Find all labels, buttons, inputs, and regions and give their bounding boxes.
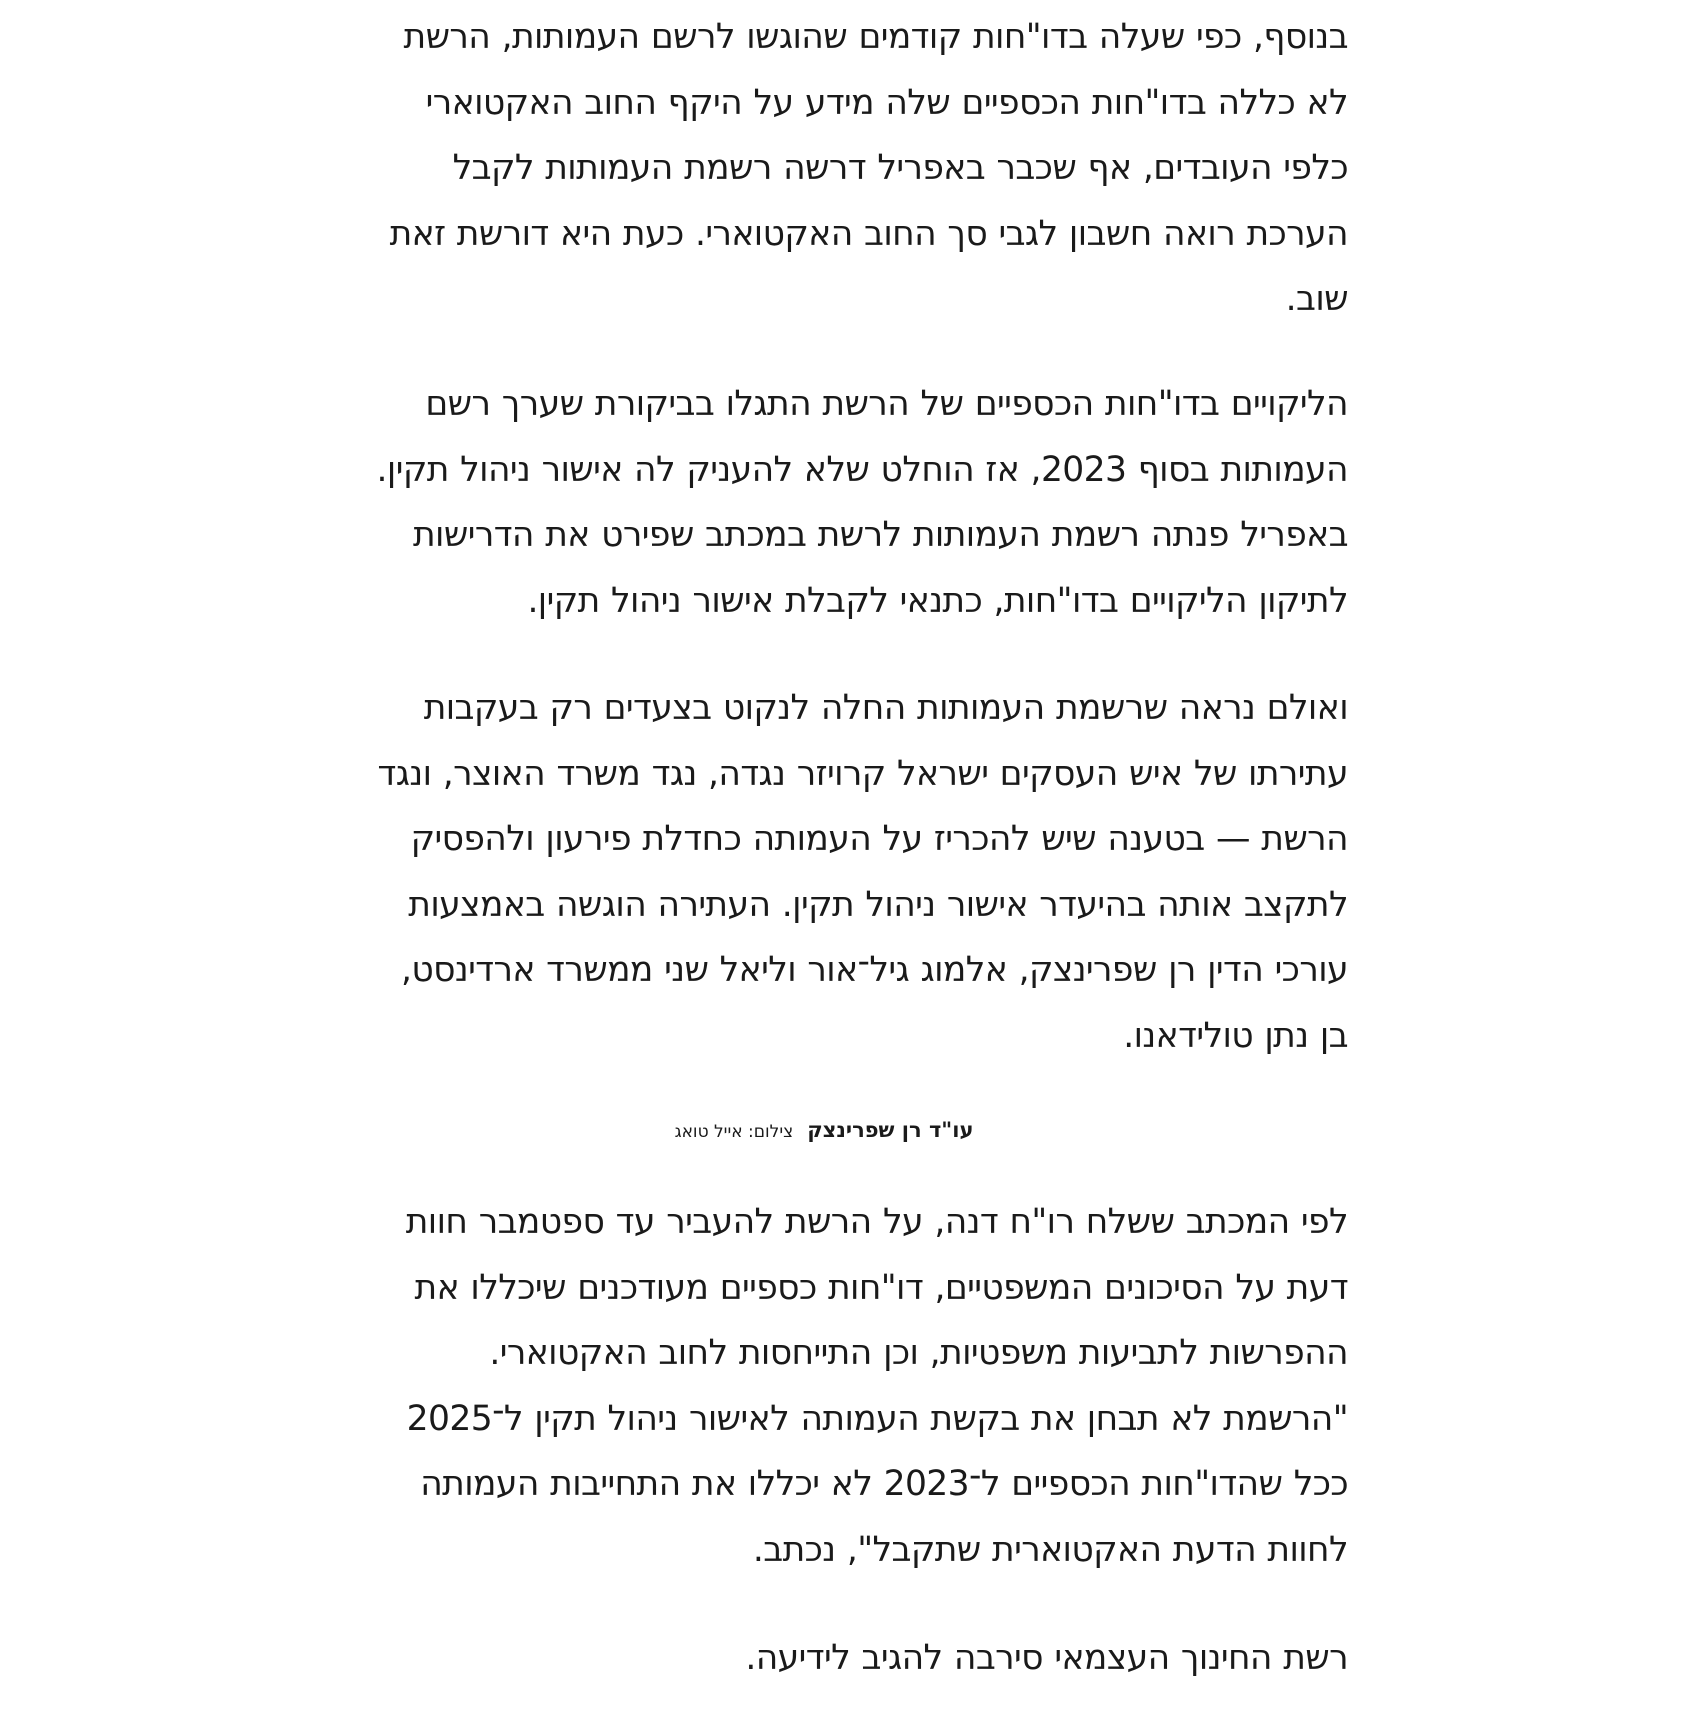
text-line: לחוות הדעת האקטוארית שתקבל", נכתב. [752,1529,1348,1570]
text-line: ואולם נראה שרשמת העמותות החלה לנקוט בצעדים רק בעקבות [423,688,1348,728]
text-line: שוב. [1285,279,1348,319]
paragraph [348,5,1348,333]
paragraph [348,1626,1348,1692]
text-line: לא כללה בדו"חות הכספיים שלה מידע על היקף החוב האקטוארי [425,82,1348,123]
text-line: העמותות בסוף 2023, אז הוחלט שלא להעניק לה אישור ניהול תקין. [376,449,1348,490]
text-line: לפי המכתב ששלח רו"ח דנה, על הרשת להעביר עד ספטמבר חוות [405,1202,1348,1242]
text-line: ההפרשות לתביעות משפטיות, וכן התייחסות לחוב האקטוארי. [489,1333,1348,1373]
caption-credit: צילום: אייל טואג [674,1122,794,1142]
paragraph [348,1190,1348,1583]
text-line: הערכת רואה חשבון לגבי סך החוב האקטוארי. כעת היא דורשת זאת [389,213,1348,254]
text-line: עתירתו של איש העסקים ישראל קרויזר נגדה, נגד משרד האוצר, ונגד [377,753,1348,794]
text-line: ככל שהדו"חות הכספיים ל־2023 לא יכללו את התחייבות העמותה [420,1464,1348,1504]
text-line: בן נתן טולידאנו. [1123,1015,1348,1056]
text-line: לתקצב אותה בהיעדר אישור ניהול תקין. העתירה הוגשה באמצעות [408,884,1348,925]
caption-name: עו"ד רן שפרינצק [807,1118,974,1142]
text-line: באפריל פנתה רשמת העמותות לרשת במכתב שפירט את הדרישות [412,515,1348,555]
text-line: הרשת — בטענה שיש להכריז על העמותה כחדלת פירעון ולהפסיק [410,819,1348,859]
text-line: עורכי הדין רן שפרינצק, אלמוג גיל־אור וליאל שני ממשרד ארדינסט, [400,950,1348,990]
photo-caption [646,1115,1002,1147]
text-line: דעת על הסיכונים המשפטיים, דו"חות כספיים מעודכנים שיכללו את [414,1267,1348,1308]
paragraph [348,676,1348,1069]
text-line: בנוסף, כפי שעלה בדו"חות קודמים שהוגשו לרשם העמותות, הרשת [403,17,1348,57]
paragraph [348,372,1348,634]
text-line: הליקויים בדו"חות הכספיים של הרשת התגלו בביקורת שערך רשם [425,384,1348,424]
text-line: "הרשמת לא תבחן את בקשת העמותה לאישור ניהול תקין ל־2025 [406,1398,1348,1439]
text-line: רשת החינוך העצמאי סירבה להגיב לידיעה. [745,1638,1348,1678]
text-line: כלפי העובדים, אף שכבר באפריל דרשה רשמת העמותות לקבל [452,148,1348,188]
text-line: לתיקון הליקויים בדו"חות, כתנאי לקבלת אישור ניהול תקין. [527,580,1348,621]
